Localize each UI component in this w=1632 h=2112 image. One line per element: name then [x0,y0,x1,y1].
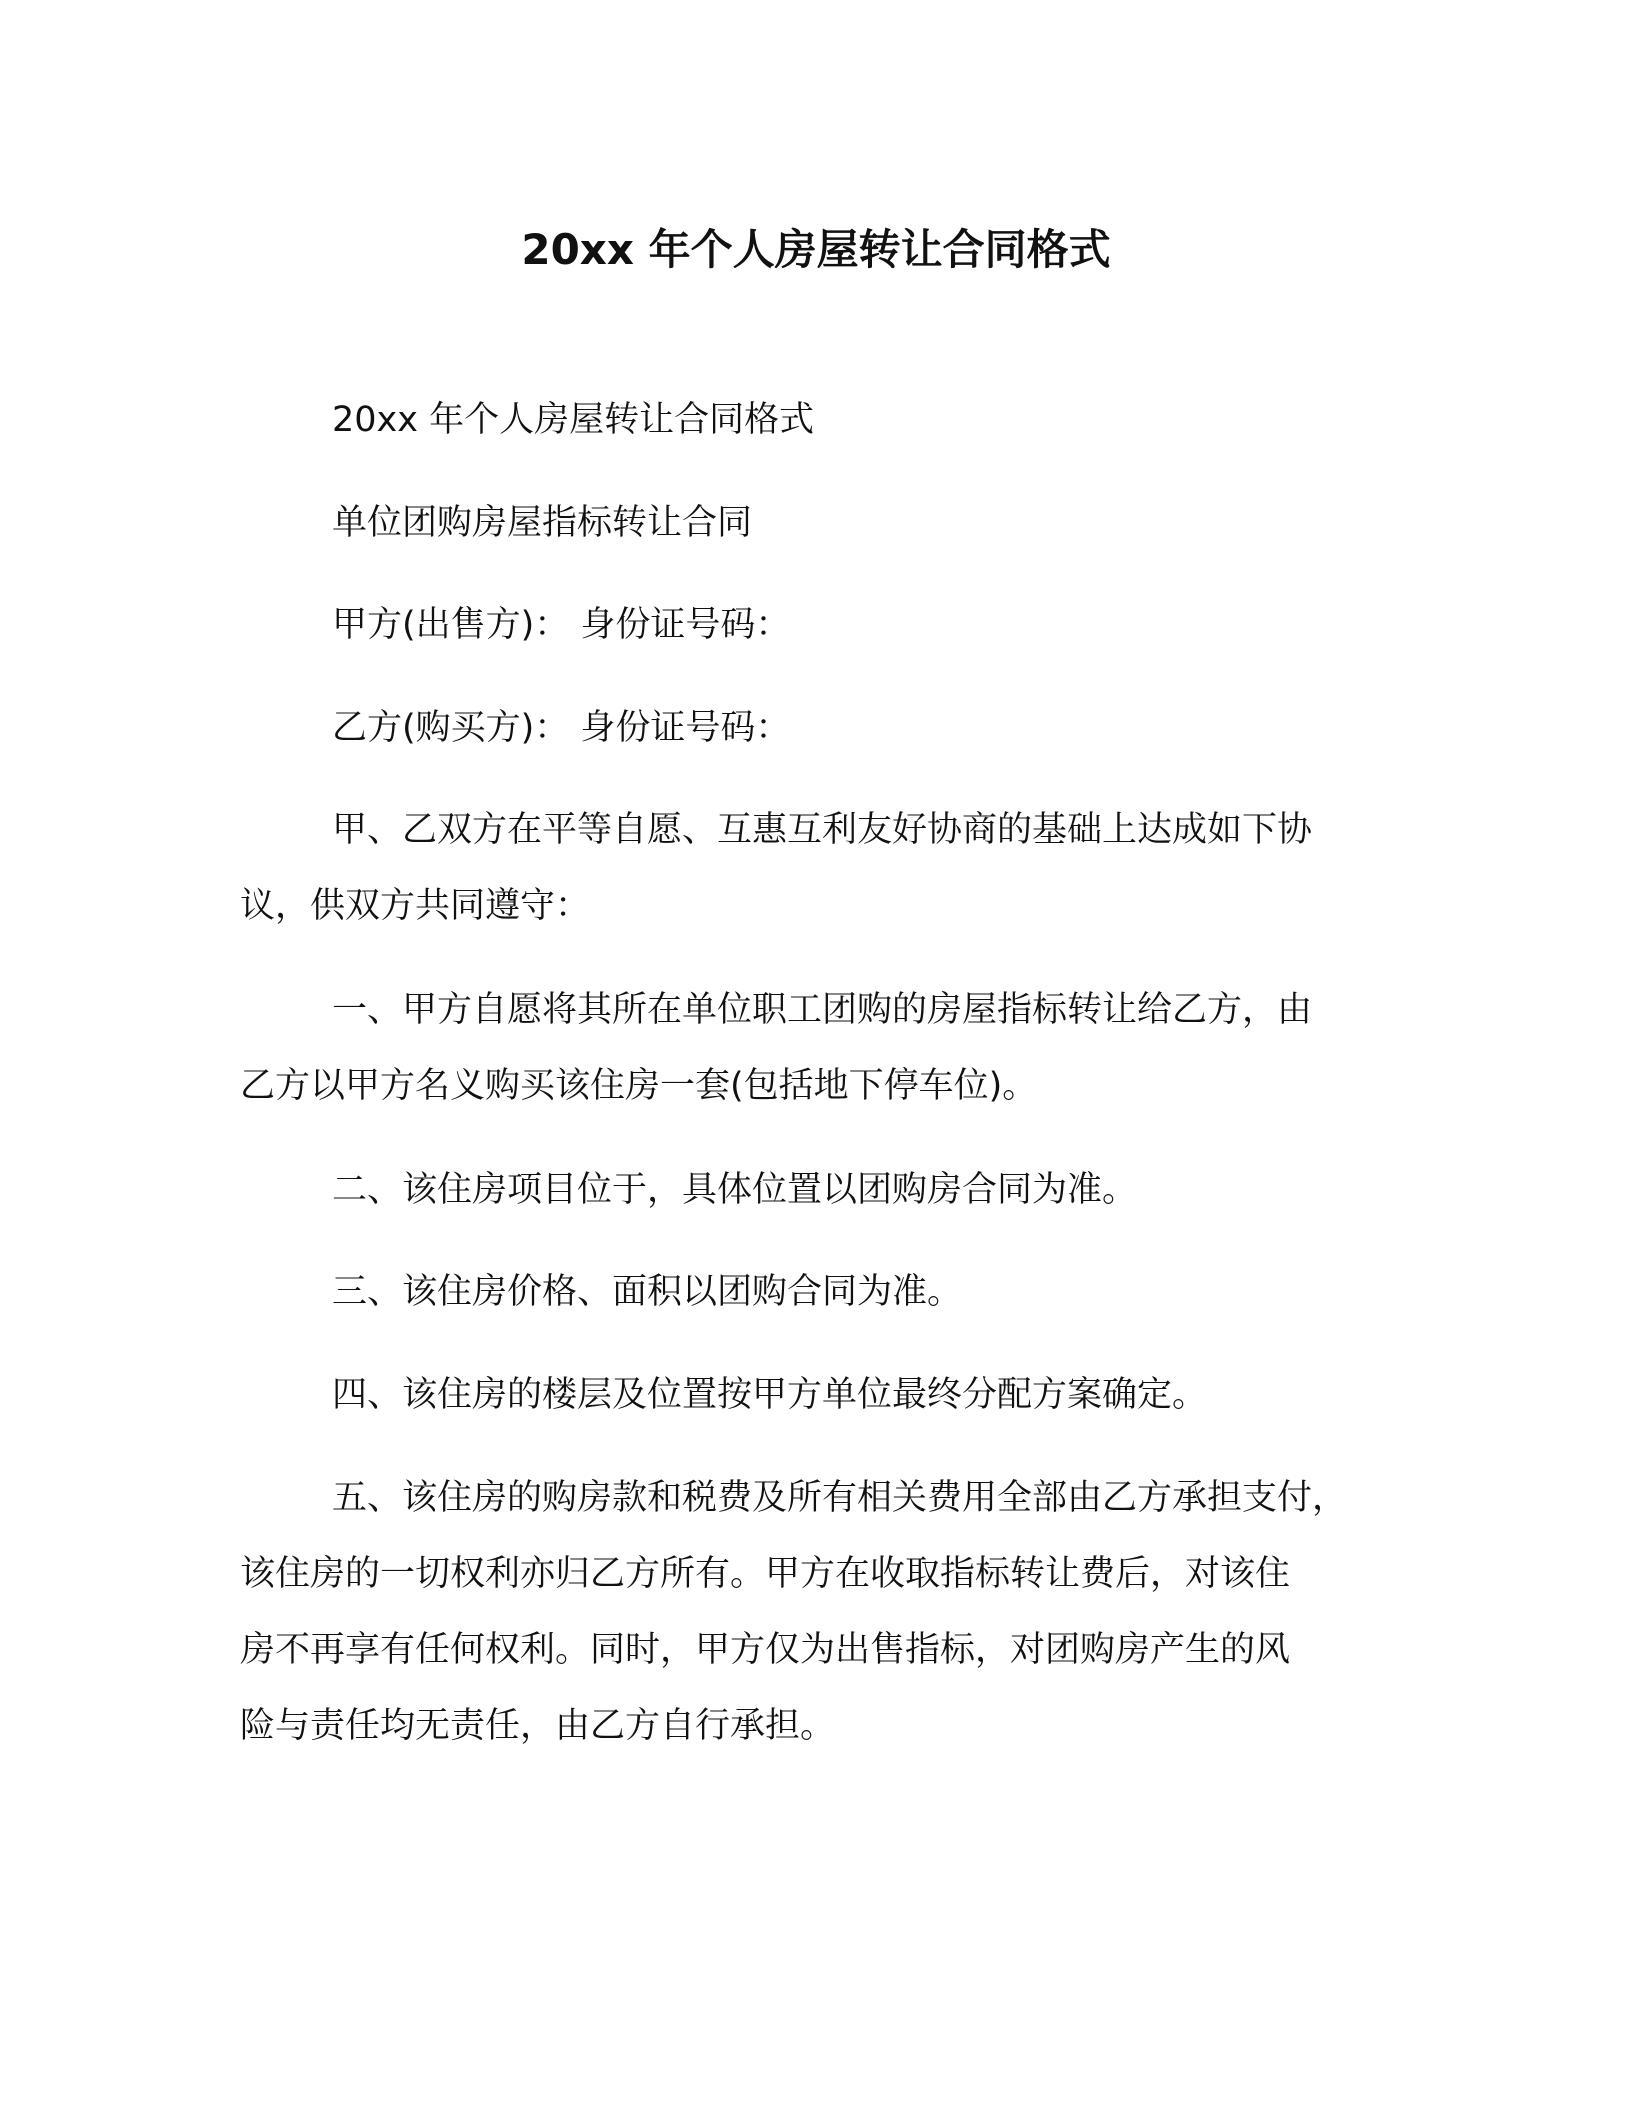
paragraph-clause-3 [240,1254,1420,1330]
paragraph-clause-2 [240,1152,1420,1228]
paragraph-line: 四、该住房的楼层及位置按甲方单位最终分配方案确定。 [332,1375,1208,1415]
paragraph-clause-1 [240,972,1420,1124]
document-title: 20xx 年个人房屋转让合同格式 [521,225,1111,274]
paragraph-clause-5 [240,1460,1420,1764]
paragraph-contract-name [240,485,1420,561]
paragraph-line: 议，供双方共同遵守： [240,886,591,926]
paragraph-line: 乙方(购买方)： 身份证号码： [332,708,791,748]
paragraph-preamble [240,792,1420,944]
paragraph-line: 20xx 年个人房屋转让合同格式 [332,400,815,440]
paragraph-line: 一、甲方自愿将其所在单位职工团购的房屋指标转让给乙方，由 [332,990,1313,1030]
paragraph-line: 三、该住房价格、面积以团购合同为准。 [332,1272,963,1312]
paragraph-line: 险与责任均无责任，由乙方自行承担。 [240,1706,836,1746]
paragraph-party-a [240,587,1420,663]
paragraph-party-b [240,690,1420,766]
paragraph-line: 乙方以甲方名义购买该住房一套(包括地下停车位)。 [240,1066,1038,1106]
paragraph-line: 房不再享有任何权利。同时，甲方仅为出售指标，对团购房产生的风 [240,1630,1291,1670]
paragraph-line: 该住房的一切权利亦归乙方所有。甲方在收取指标转让费后，对该住 [240,1554,1291,1594]
paragraph-heading-repeat [240,382,1420,458]
paragraph-line: 甲、乙双方在平等自愿、互惠互利友好协商的基础上达成如下协 [332,810,1313,850]
paragraph-line: 单位团购房屋指标转让合同 [332,503,753,543]
paragraph-line: 二、该住房项目位于，具体位置以团购房合同为准。 [332,1170,1138,1210]
paragraph-line: 甲方(出售方)： 身份证号码： [332,605,791,645]
paragraph-clause-4 [240,1357,1420,1433]
paragraph-line: 五、该住房的购房款和税费及所有相关费用全部由乙方承担支付， [332,1478,1348,1518]
